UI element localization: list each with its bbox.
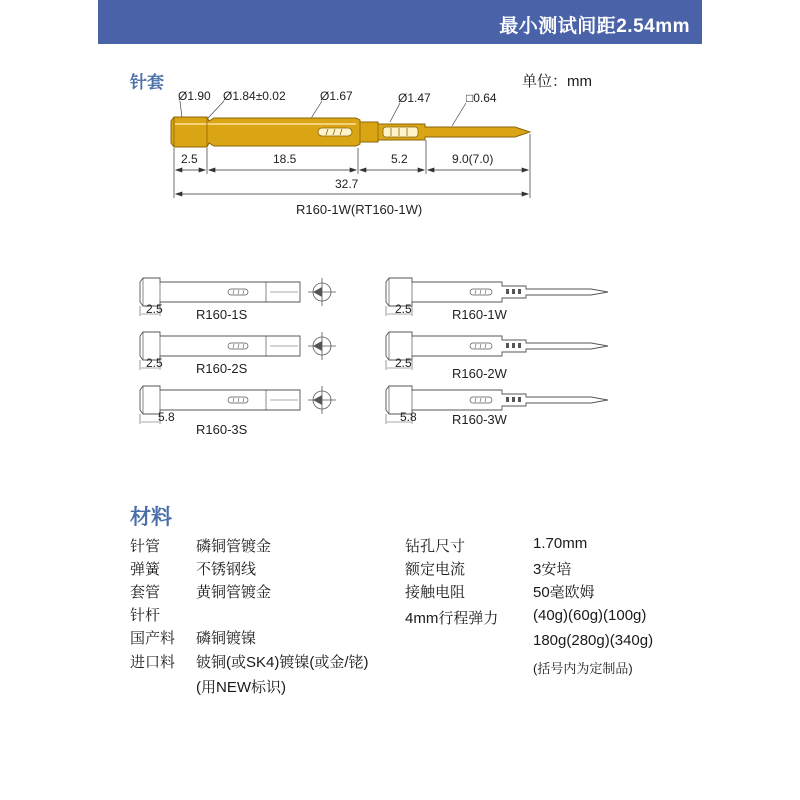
variant-2w-dim: 2.5 (395, 356, 412, 370)
spec-note: (括号内为定制品) (533, 661, 633, 676)
unit-label: 单位：mm (522, 73, 592, 90)
receptacle-section-title: 针套 (130, 73, 164, 92)
length-label-2: 18.5 (273, 152, 297, 166)
material-label-plunger: 针杆 (130, 607, 161, 624)
spec-value-spring-force-line2: 180g(280g)(340g) (533, 632, 654, 649)
material-label-sleeve: 套管 (130, 584, 161, 601)
materials-section-title: 材料 (130, 506, 172, 529)
material-value-domestic: 磷铜镀镍 (196, 630, 257, 647)
variant-cross-1s (308, 278, 336, 306)
spec-label-drill: 钻孔尺寸 (405, 538, 466, 555)
spec-value-current: 3安培 (533, 561, 572, 578)
variant-3w-dim: 5.8 (400, 410, 417, 424)
material-value-spring: 不锈钢线 (196, 561, 257, 578)
variant-drawing-2w (386, 332, 608, 370)
variant-cross-2s (308, 332, 336, 360)
diameter-label-2: Ø1.84±0.02 (223, 89, 286, 103)
material-label-tube: 针管 (130, 538, 161, 555)
spec-label-spring-force: 4mm行程弹力 (405, 610, 499, 627)
variant-3w-model: R160-3W (452, 412, 507, 427)
diameter-label-3: Ø1.67 (320, 89, 353, 103)
spec-value-resistance: 50毫欧姆 (533, 584, 595, 601)
variant-1s-dim: 2.5 (146, 302, 163, 316)
material-label-domestic: 国产料 (130, 630, 176, 647)
material-label-imported: 进口料 (130, 654, 176, 671)
material-label-spring: 弹簧 (130, 561, 161, 578)
variant-3s-dim: 5.8 (158, 410, 175, 424)
diameter-label-4: Ø1.47 (398, 91, 431, 105)
variant-1w-model: R160-1W (452, 307, 507, 322)
spec-label-current: 额定电流 (405, 561, 466, 578)
page-title: 最小测试间距2.54mm (499, 16, 690, 37)
variant-2s-dim: 2.5 (146, 356, 163, 370)
variant-cross-3s (308, 386, 336, 414)
total-length-label: 32.7 (335, 177, 359, 191)
variant-1w-dim: 2.5 (395, 302, 412, 316)
variant-2s-model: R160-2S (196, 361, 248, 376)
length-label-3: 5.2 (391, 152, 408, 166)
spec-label-resistance: 接触电阻 (405, 584, 466, 601)
length-label-4: 9.0(7.0) (452, 152, 494, 166)
material-value-tube: 磷铜管镀金 (196, 538, 272, 555)
variant-1s-model: R160-1S (196, 307, 248, 322)
material-value-sleeve: 黄铜管镀金 (196, 584, 272, 601)
receptacle-drawing (0, 0, 800, 230)
diameter-label-1: Ø1.90 (178, 89, 211, 103)
spec-value-spring-force: (40g)(60g)(100g) (533, 607, 647, 624)
material-note-new: (用NEW标识) (196, 679, 286, 696)
variant-2w-model: R160-2W (452, 366, 507, 381)
spec-value-drill: 1.70mm (533, 535, 588, 552)
material-value-imported: 铍铜(或SK4)镀镍(或金/铑) (196, 654, 369, 671)
length-label-1: 2.5 (181, 152, 198, 166)
variant-3s-model: R160-3S (196, 422, 248, 437)
diameter-label-5: □0.64 (466, 91, 497, 105)
receptacle-model: R160-1W(RT160-1W) (296, 202, 423, 217)
